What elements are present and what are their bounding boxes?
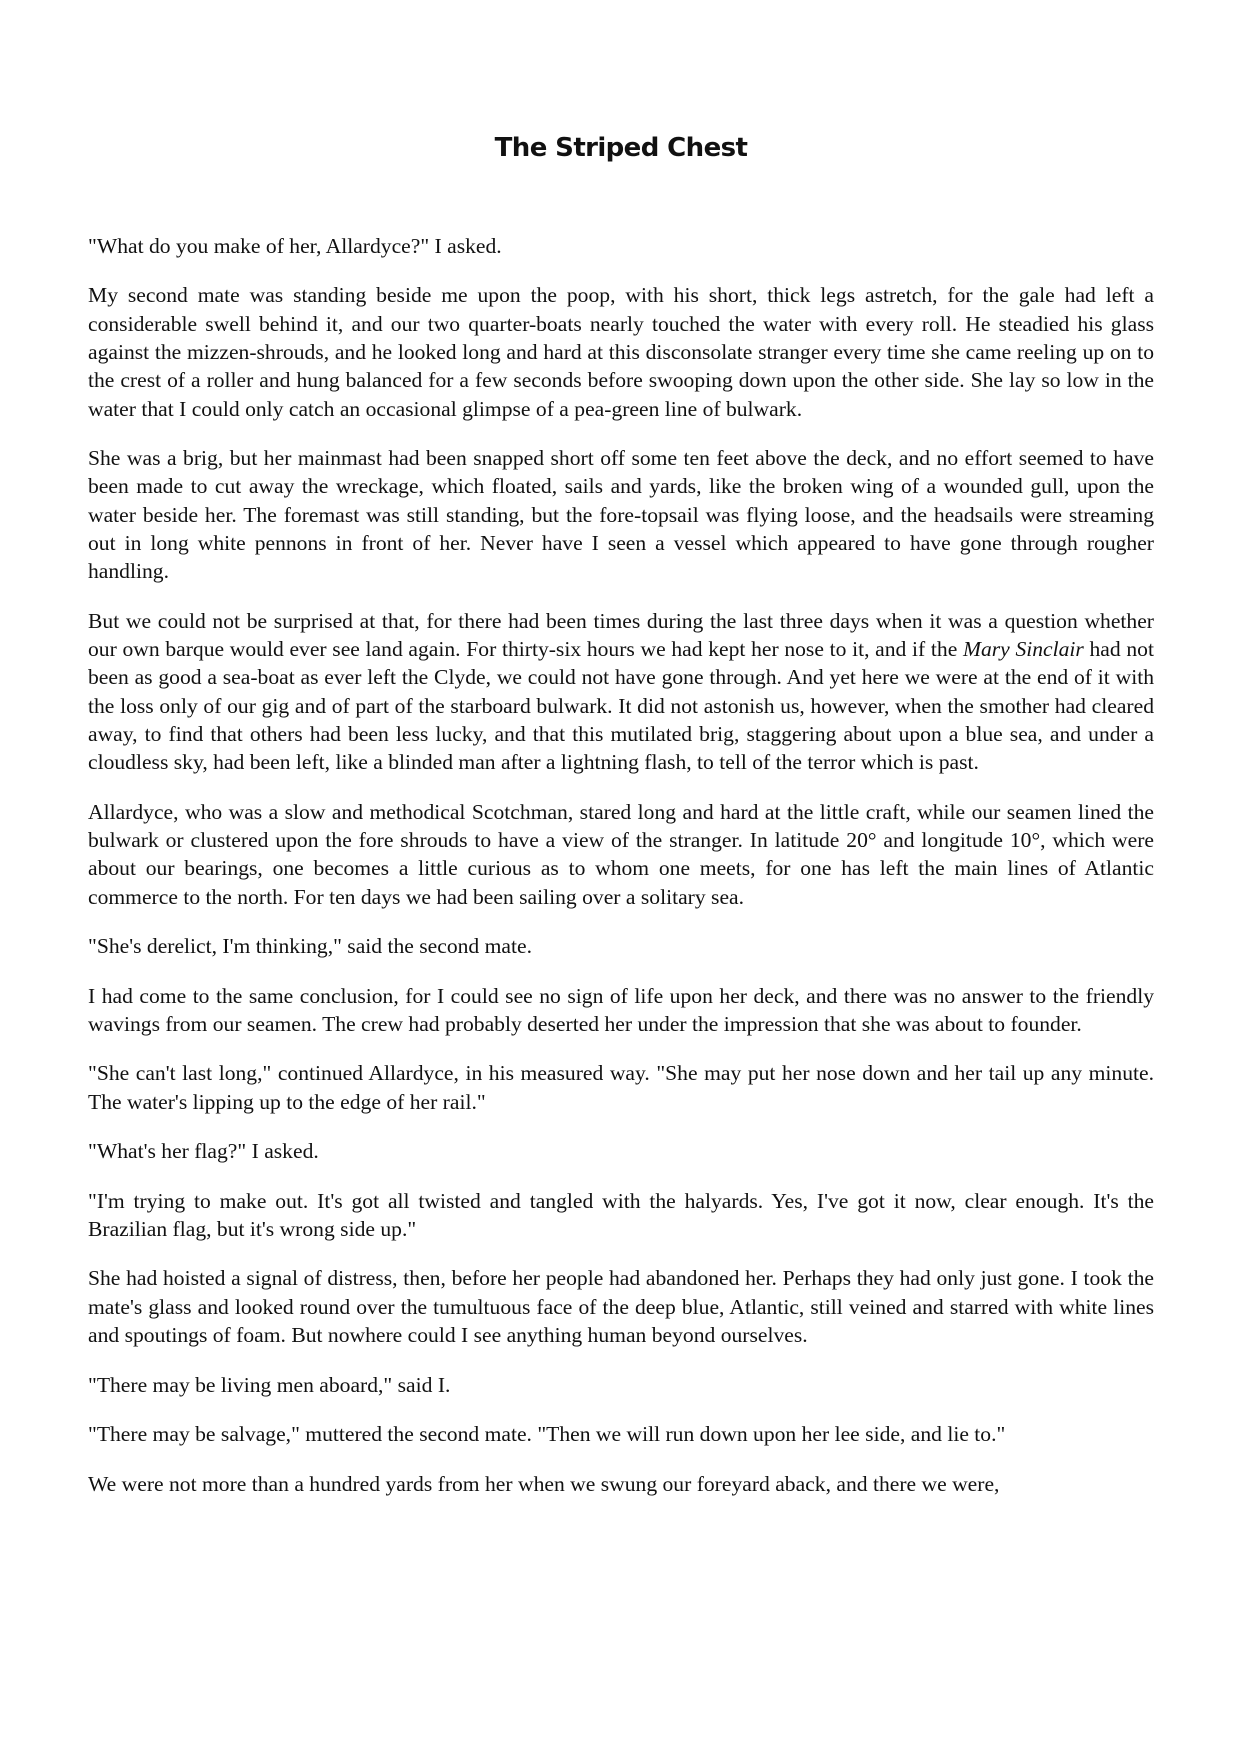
paragraph: I had come to the same conclusion, for I could see no sign of life upon her deck, and there was no answer to the friendly wavings from our seamen. The crew had probably deserted her under the impression that she was about to founder.	[88, 983, 1154, 1036]
paragraph: She had hoisted a signal of distress, then, before her people had abandoned her. Perhaps they had only just gone. I took the mate's glass and looked round over the tumultuous face of the deep blue, Atlantic, still veined and starred with white lines and spoutings of foam. But nowhere could I see anything human beyond ourselves.	[88, 1266, 1154, 1348]
paragraph	[88, 607, 1154, 777]
paragraph: "She's derelict, I'm thinking," said the second mate.	[88, 934, 532, 959]
paragraph: We were not more than a hundred yards from her when we swung our foreyard aback, and there we were,	[88, 1471, 1000, 1496]
paragraph: "What do you make of her, Allardyce?" I asked.	[88, 234, 502, 258]
story-title: The Striped Chest	[494, 133, 748, 163]
paragraph-text: had not been as good a sea-boat as ever left the Clyde, we could not have gone through. And yet here we were at the end of it with the loss only of our gig and of part of the starboard bulwark. It did not astonish us, however, when the smother had cleared away, to find that others had been less lucky, and that this mutilated brig, staggering about upon a blue sea, and under a cloudless sky, had been left, like a blinded man after a lightning flash, to tell of the terror which is past.	[88, 637, 1154, 775]
paragraph-text: But we could not be surprised at that, for there had been times during the last three days when it was a question whether our own barque would ever see land again. For thirty-six hours we had kept her nose to it, and if the	[88, 608, 1154, 662]
paragraph: "There may be living men aboard," said I.	[88, 1372, 451, 1397]
paragraph: "I'm trying to make out. It's got all twisted and tangled with the halyards. Yes, I've got it now, clear enough. It's the Brazilian flag, but it's wrong side up."	[88, 1188, 1154, 1241]
paragraph: "She can't last long," continued Allardyce, in his measured way. "She may put her nose down and her tail up any minute. The water's lipping up to the edge of her rail."	[88, 1061, 1154, 1114]
paragraph: Allardyce, who was a slow and methodical Scotchman, stared long and hard at the little craft, while our seamen lined the bulwark or clustered upon the fore shrouds to have a view of the stranger. In latitude 20° and longitude 10°, which were about our bearings, one becomes a little curious as to whom one meets, for one has left the main lines of Atlantic commerce to the north. For ten days we had been sailing over a solitary sea.	[88, 799, 1154, 909]
ship-name: Mary Sinclair	[962, 637, 1084, 662]
paragraph: She was a brig, but her mainmast had been snapped short off some ten feet above the deck, and no effort seemed to have been made to cut away the wreckage, which floated, sails and yards, like the broken wing of a wounded gull, upon the water beside her. The foremast was still standing, but the fore-topsail was flying loose, and the headsails were streaming out in long white pennons in front of her. Never have I seen a vessel which appeared to have gone through rougher handling.	[88, 446, 1154, 584]
paragraph: My second mate was standing beside me upon the poop, with his short, thick legs astretch, for the gale had left a considerable swell behind it, and our two quarter-boats nearly touched the water with every roll. He steadied his glass against the mizzen-shrouds, and he looked long and hard at this disconsolate stranger every time she came reeling up on to the crest of a roller and hung balanced for a few seconds before swooping down upon the other side. She lay so low in the water that I could only catch an occasional glimpse of a pea-green line of bulwark.	[88, 283, 1154, 421]
story-body	[88, 232, 1154, 1498]
paragraph: "What's her flag?" I asked.	[88, 1139, 319, 1164]
paragraph: "There may be salvage," muttered the second mate. "Then we will run down upon her lee side, and lie to."	[88, 1422, 1006, 1447]
